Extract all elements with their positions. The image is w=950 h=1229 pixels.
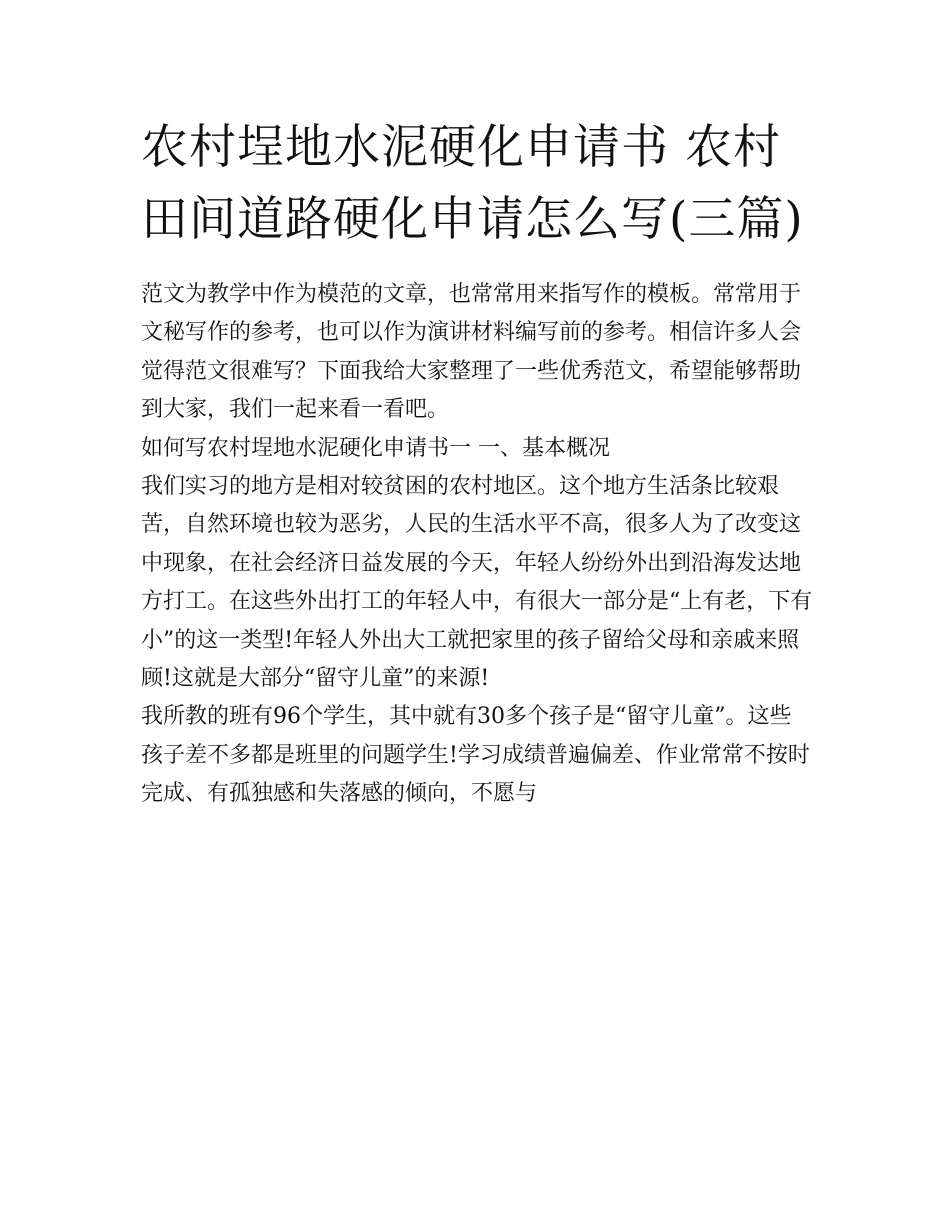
paragraph-class-info: 我所教的班有96个学生，其中就有30多个孩子是“留守儿童”。这些孩子差不多都是班里的问题学生!学习成绩普遍偏差、作业常常不按时完成、有孤独感和失落感的倾向，不愿与 [141, 704, 810, 807]
paragraph-section-heading: 如何写农村埕地水泥硬化申请书一 一、基本概况 [141, 435, 610, 461]
document-title: 农村埕地水泥硬化申请书 农村田间道路硬化申请怎么写(三篇) [141, 120, 804, 247]
document-page [141, 112, 813, 814]
paragraph-background: 我们实习的地方是相对较贫困的农村地区。这个地方生活条比较艰苦，自然环境也较为恶劣，人民的生活水平不高，很多人为了改变这中现象，在社会经济日益发展的今天，年轻人纷纷外出到沿海发达地方打工。在这些外出打工的年轻人中，有很大一部分是“上有老，下有小”的这一类型!年轻人外出大工就把家里的孩子留给父母和亲戚来照顾!这就是大部分“留守儿童”的来源! [141, 474, 813, 692]
document-body [141, 276, 813, 814]
paragraph-intro: 范文为教学中作为模范的文章，也常常用来指写作的模板。常常用于文秘写作的参考，也可以作为演讲材料编写前的参考。相信许多人会觉得范文很难写？下面我给大家整理了一些优秀范文，希望能够帮助到大家，我们一起来看一看吧。 [141, 282, 802, 423]
